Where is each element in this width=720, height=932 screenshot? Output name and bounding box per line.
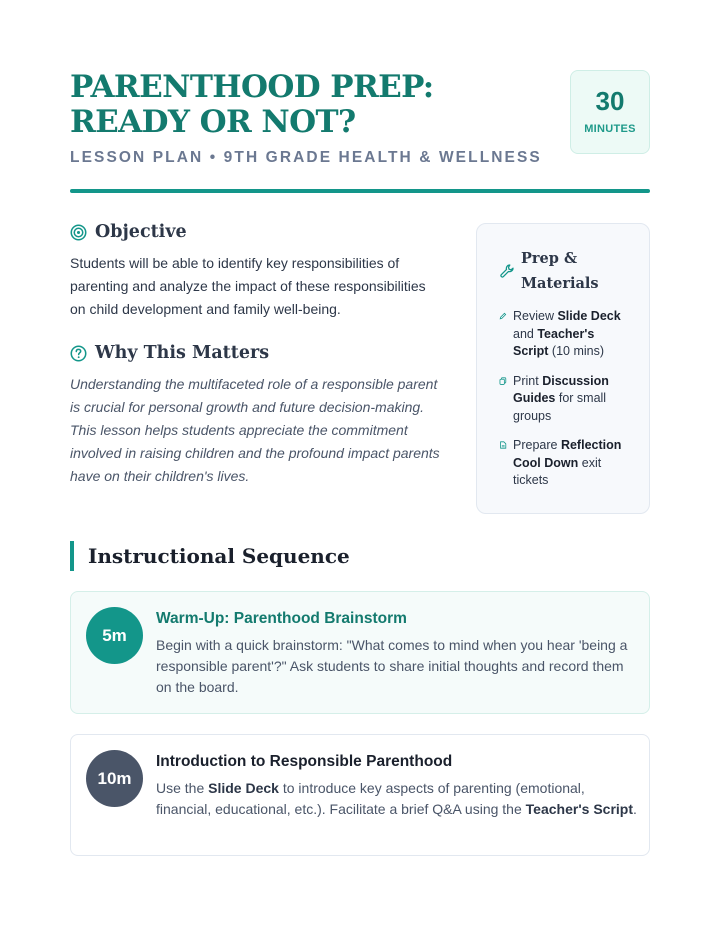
prep-heading (499, 246, 633, 296)
prep-list (499, 308, 633, 490)
step-body (156, 752, 637, 820)
why-title: Why This Matters (95, 343, 270, 363)
why-section (70, 343, 445, 488)
step-title: Introduction to Responsible Parenthood (156, 753, 453, 770)
step-body (156, 609, 637, 698)
wrench-icon (499, 263, 515, 279)
prep-item-guides (499, 373, 633, 426)
pencil-icon (499, 312, 507, 320)
duration-badge (570, 70, 650, 154)
page-subtitle: LESSON PLAN • 9TH GRADE HEALTH & WELLNESS (70, 149, 542, 166)
step-title: Warm-Up: Parenthood Brainstorm (156, 610, 407, 627)
prep-item-text: Print Discussion Guides for small groups (513, 373, 609, 423)
objective-text: Students will be able to identify key responsibilities of parenting and analyze the impact of these responsibilities on child development and family well-being. (70, 255, 426, 317)
prep-item-text: Review Slide Deck and Teacher's Script (10 mins) (513, 309, 621, 358)
prep-item-text: Prepare Reflection Cool Down exit tickets (513, 438, 622, 487)
why-heading (70, 343, 445, 363)
question-circle-icon (70, 345, 87, 362)
left-column (70, 222, 445, 488)
step-time-badge: 5m (86, 607, 143, 664)
prep-item-reflection (499, 437, 633, 490)
sequence-title: Instructional Sequence (88, 544, 350, 568)
prep-title-line2: Materials (521, 275, 599, 292)
header (70, 70, 650, 167)
page-title: PARENTHOOD PREP: READY OR NOT? (70, 69, 434, 140)
prep-title-line1: Prep & (521, 250, 578, 267)
duration-unit: MINUTES (584, 123, 636, 135)
prep-title (521, 246, 599, 296)
sequence-step-warmup (70, 591, 650, 714)
step-text: Use the Slide Deck to introduce key aspects of parenting (emotional, financial, educational, etc.). Facilitate a brief Q&A using the Teacher's Script. (156, 780, 637, 817)
sequence-step-introduction (70, 734, 650, 856)
step-time-badge: 10m (86, 750, 143, 807)
prep-item-slides (499, 308, 633, 361)
step-text: Begin with a quick brainstorm: "What comes to mind when you hear 'being a responsible parent'?" Ask students to share initial thoughts and record them on the board. (156, 637, 628, 695)
copy-icon (499, 377, 507, 385)
sequence-heading (70, 541, 350, 571)
target-icon (70, 224, 87, 241)
objective-heading (70, 222, 445, 242)
file-icon (499, 441, 507, 449)
why-text: Understanding the multifaceted role of a responsible parent is crucial for personal growth and future decision-making. This lesson helps students appreciate the commitment involved in raising children and the profound impact parents have on their children's lives. (70, 376, 440, 484)
duration-value: 30 (595, 86, 625, 116)
prep-materials-panel (476, 223, 650, 514)
header-divider (70, 189, 650, 193)
objective-title: Objective (95, 222, 187, 242)
